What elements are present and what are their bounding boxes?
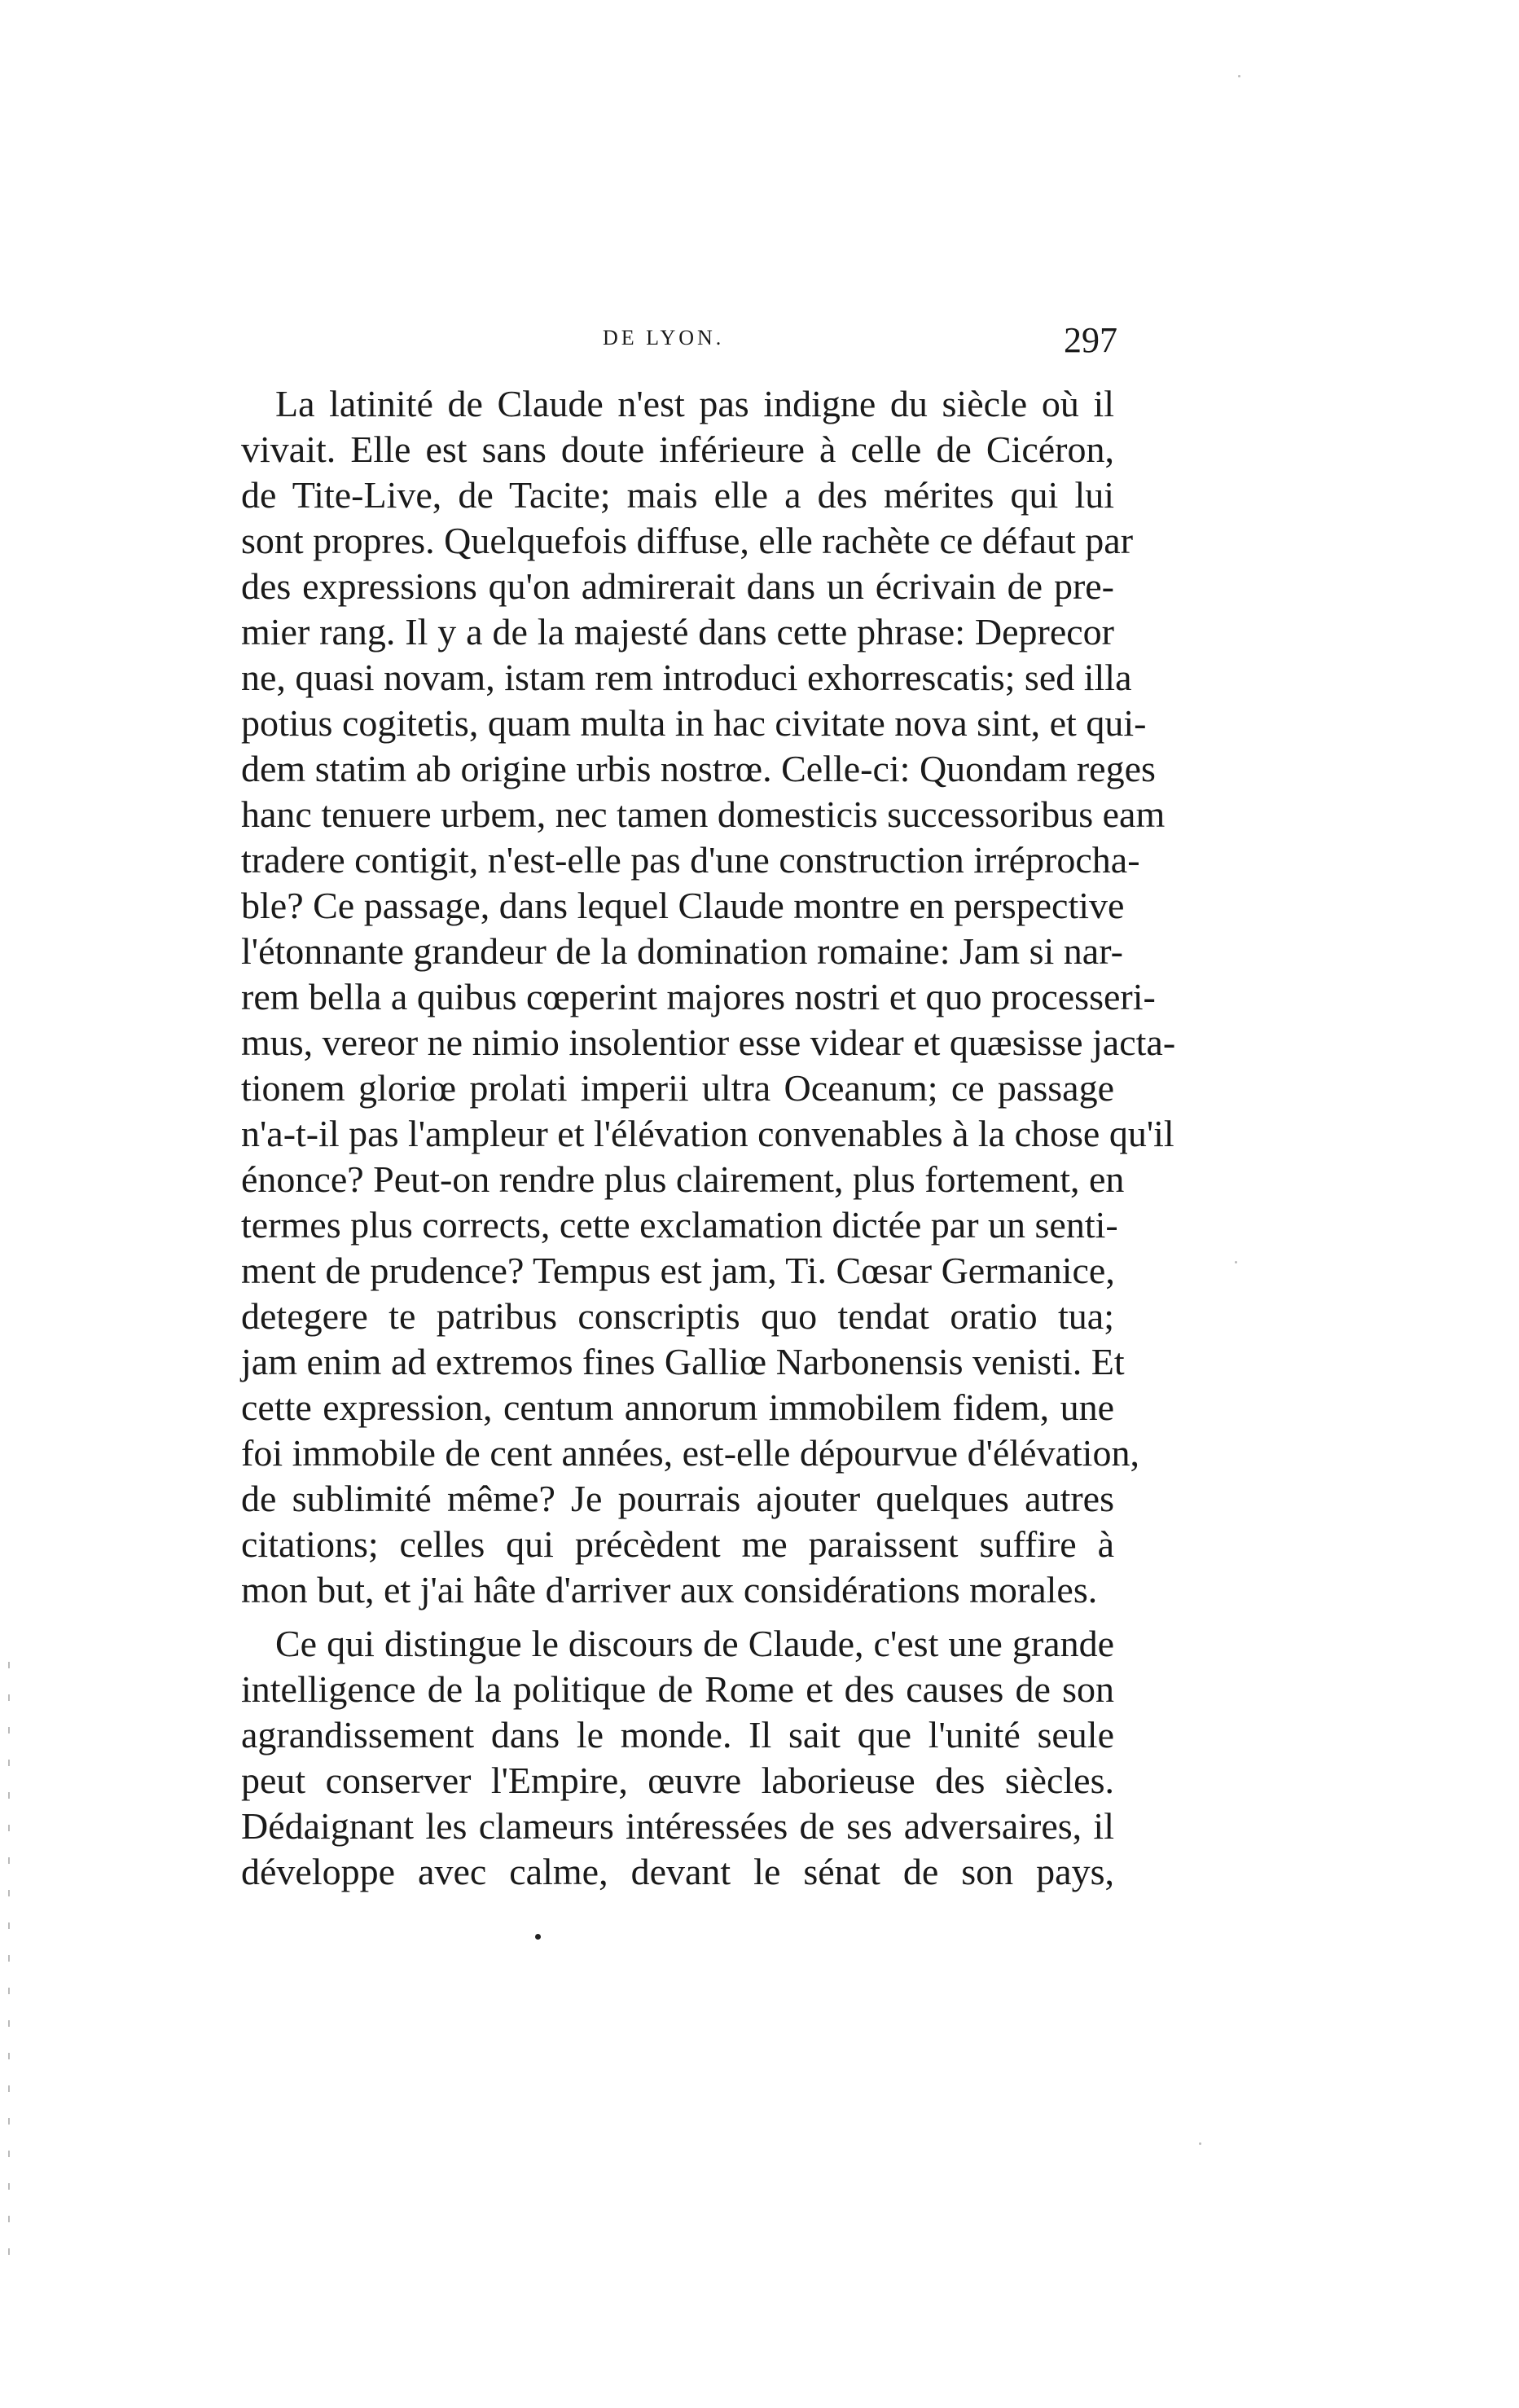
text-line: Ce qui distingue le discours de Claude, c'est une grande <box>275 1623 1114 1664</box>
text-line: mus, vereor ne nimio insolentior esse videar et quæsisse jacta- <box>241 1022 1176 1063</box>
text-line: cette expression, centum annorum immobilem fidem, une <box>241 1386 1114 1428</box>
text-line: mier rang. Il y a de la majesté dans cette phrase: Deprecor <box>241 611 1114 653</box>
text-line: intelligence de la politique de Rome et des causes de son <box>241 1668 1114 1710</box>
text-line: mon but, et j'ai hâte d'arriver aux considérations morales. <box>241 1569 1098 1610</box>
text-line: hanc tenuere urbem, nec tamen domesticis successoribus eam <box>241 793 1166 835</box>
text-line: énonce? Peut-on rendre plus clairement, plus fortement, en <box>241 1158 1125 1200</box>
ink-dot <box>535 1934 541 1940</box>
scan-speck <box>1238 75 1240 77</box>
text-line: ment de prudence? Tempus est jam, Ti. Cœsar Germanice, <box>241 1250 1115 1291</box>
text-line: jam enim ad extremos fines Galliœ Narbonensis venisti. Et <box>241 1341 1125 1382</box>
text-line: La latinité de Claude n'est pas indigne du siècle où il <box>275 383 1114 424</box>
text-line: développe avec calme, devant le sénat de son pays, <box>241 1851 1114 1892</box>
text-line: de sublimité même? Je pourrais ajouter quelques autres <box>241 1478 1114 1519</box>
scan-speck <box>1235 1261 1237 1263</box>
text-line: citations; celles qui précèdent me paraissent suffire à <box>241 1523 1114 1565</box>
text-line: tradere contigit, n'est-elle pas d'une construction irréprocha- <box>241 839 1140 881</box>
text-line: ble? Ce passage, dans lequel Claude montre en perspective <box>241 885 1125 926</box>
text-line: termes plus corrects, cette exclamation dictée par un senti- <box>241 1204 1118 1246</box>
text-line: vivait. Elle est sans doute inférieure à celle de Cicéron, <box>241 428 1114 470</box>
text-line: des expressions qu'on admirerait dans un écrivain de pre- <box>241 565 1114 607</box>
scan-margin-marks <box>8 1662 10 2281</box>
text-line: foi immobile de cent années, est-elle dépourvue d'élévation, <box>241 1432 1139 1474</box>
text-line: sont propres. Quelquefois diffuse, elle rachète ce défaut par <box>241 520 1134 561</box>
text-line: ne, quasi novam, istam rem introduci exhorrescatis; sed illa <box>241 657 1132 698</box>
running-title: DE LYON. <box>603 326 725 349</box>
page-number: 297 <box>1064 320 1117 360</box>
text-line: l'étonnante grandeur de la domination romaine: Jam si nar- <box>241 930 1123 972</box>
text-line: potius cogitetis, quam multa in hac civitate nova sint, et qui- <box>241 702 1147 744</box>
text-line: detegere te patribus conscriptis quo tendat oratio tua; <box>241 1295 1114 1337</box>
text-line: Dédaignant les clameurs intéressées de ses adversaires, il <box>241 1805 1114 1847</box>
text-line: rem bella a quibus cœperint majores nostri et quo processeri- <box>241 976 1156 1017</box>
text-line: de Tite-Live, de Tacite; mais elle a des mérites qui lui <box>241 474 1114 516</box>
text-line: tionem gloriœ prolati imperii ultra Oceanum; ce passage <box>241 1067 1114 1109</box>
text-line: agrandissement dans le monde. Il sait que l'unité seule <box>241 1714 1114 1755</box>
text-line: n'a-t-il pas l'ampleur et l'élévation convenables à la chose qu'il <box>241 1113 1174 1154</box>
text-line: peut conserver l'Empire, œuvre laborieuse des siècles. <box>241 1760 1114 1801</box>
text-line: dem statim ab origine urbis nostrœ. Celle-ci: Quondam reges <box>241 748 1156 789</box>
scan-speck <box>1199 2142 1201 2145</box>
